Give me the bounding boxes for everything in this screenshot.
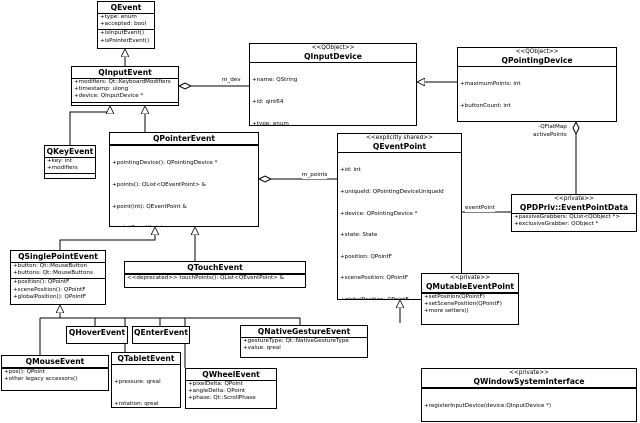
label-m-dev: m_dev [222, 77, 241, 83]
class-name: QWindowSystemInterface [473, 377, 585, 386]
attribute: +name: QString [252, 77, 298, 84]
class-name: QPointerEvent [152, 134, 216, 143]
label-flatmap: -QFlatMap [538, 124, 567, 130]
attribute: +gestureType: Qt::NativeGestureType [243, 338, 349, 344]
class-qsinglepointevent [10, 250, 106, 305]
operation: <<deprecated>> touchPoints(): QList<QEventPoint> & [127, 275, 284, 281]
class-name: QInputDevice [304, 52, 362, 61]
operation: +position(): QPointF [13, 279, 70, 286]
class-qpointerevent [109, 132, 259, 227]
class-stereotype: <<QObject>> [515, 49, 559, 55]
attribute: +position: QPointF [340, 253, 393, 260]
class-qtouchevent [124, 261, 306, 288]
class-qhoverevent [66, 326, 128, 344]
attribute: +pixelDelta: QPoint [188, 381, 243, 387]
class-qtabletevent [111, 352, 181, 408]
class-name: QMouseEvent [25, 357, 85, 366]
attribute: +buttons: Qt::MouseButtons [13, 270, 93, 277]
class-stereotype: <<explicitly shared>> [366, 135, 433, 141]
operation: +scenePosition(): QPointF [13, 286, 86, 293]
operation: +setPosition(QPointF) [424, 294, 485, 300]
attribute: +device: QInputDevice * [74, 93, 144, 100]
operation: +setScenePosition(QPointF) [424, 301, 502, 308]
attribute: +passiveGrabbers: QList<QObject *> [514, 214, 621, 220]
class-name: QEnterEvent [134, 328, 188, 337]
class-name: QEventPoint [372, 142, 427, 151]
inherit-qsinglepointevent-qpointerevent [60, 227, 155, 250]
class-stereotype: <<QObject>> [311, 45, 355, 51]
class-stereotype: <<private>> [509, 370, 549, 376]
attribute: +timestamp: ulong [74, 86, 129, 93]
operation: +more setters() [424, 308, 469, 315]
class-name: QNativeGestureEvent [257, 327, 351, 336]
attribute: +device: QPointingDevice * [340, 210, 418, 217]
class-stereotype: <<private>> [554, 196, 594, 202]
attribute: +modifiers [47, 165, 78, 172]
class-name: QWheelEvent [202, 370, 260, 379]
attribute: +button: Qt::MouseButton [13, 263, 88, 269]
attribute: +type: enum [252, 120, 289, 126]
assoc-m-dev-diamond [179, 83, 191, 89]
class-name: QEvent [110, 3, 142, 12]
operation: +pointingDevice(): QPointingDevice * [112, 160, 218, 167]
class-name: QTouchEvent [187, 263, 243, 272]
class-qinputevent [71, 66, 179, 106]
class-name: QPointingDevice [501, 56, 573, 65]
attribute: +maximumPoints: int [460, 81, 521, 88]
label-active-points: activePoints [533, 132, 567, 138]
class-name: QMutableEventPoint [425, 282, 515, 291]
class-qwheelevent [185, 368, 277, 409]
class-qwindowsysteminterface [421, 368, 637, 422]
operation: +point(int): QEventPoint & [112, 203, 187, 210]
operation: +registerInputDevice(device:QInputDevice *) [424, 403, 552, 410]
class-qinputdevice [249, 43, 417, 126]
class-qmouseevent [1, 355, 109, 391]
operation: +isPointerEvent() [100, 37, 150, 44]
operation: +isInputEvent() [100, 30, 145, 37]
class-name: QKeyEvent [46, 147, 94, 156]
class-name: QSinglePointEvent [18, 252, 98, 261]
class-qpointingdevice [457, 47, 617, 122]
class-qevent [97, 1, 155, 49]
attribute: +angleDelta: QPoint [188, 388, 246, 395]
operation: +pos(): QPoint [4, 369, 45, 375]
operation: +points(): QList<QEventPoint> & [112, 182, 206, 189]
operation: +other legacy accessors() [4, 376, 78, 383]
attribute: +type: enum [100, 14, 137, 20]
attribute: +buttonCount: int [460, 103, 511, 110]
attribute: +id: int [340, 167, 361, 174]
class-qnativegestureevent [240, 325, 368, 358]
attribute: +uniqueId: QPointingDeviceUniqueId [340, 189, 444, 196]
operation: +globalPosition(): QPointF [13, 293, 87, 300]
class-qmutableeventpoint [421, 273, 519, 325]
assoc-m-points-diamond [259, 176, 271, 182]
attribute: +accepted: bool [100, 21, 147, 28]
attribute: +exclusiveGrabber: QObject * [514, 221, 599, 228]
class-name: QHoverEvent [68, 328, 126, 337]
operation [112, 225, 256, 227]
class-qenterevent [132, 326, 190, 344]
class-qpdpriv-eventpointdata [511, 194, 637, 232]
attribute: +state: State [340, 232, 378, 239]
class-name: QInputEvent [98, 68, 152, 77]
attribute: +key: int [47, 158, 73, 164]
attribute: +modifiers: Qt::KeyboardModifiers [74, 79, 171, 85]
class-name: QTabletEvent [117, 354, 175, 363]
class-qkeyevent [44, 145, 96, 179]
attribute: +value: qreal [243, 345, 281, 352]
label-event-point: eventPoint [465, 205, 495, 211]
attribute: +scenePosition: QPointF [340, 275, 409, 282]
inherit-qkeyevent-qinputevent [70, 106, 110, 145]
attribute: +id: qint64 [252, 99, 284, 106]
class-name: QPDPriv::EventPointData [519, 203, 629, 212]
assoc-active-points-diamond [573, 122, 579, 134]
attribute: +pressure: qreal [114, 379, 161, 386]
class-stereotype: <<private>> [450, 275, 490, 281]
label-m-points: m_points [302, 172, 328, 178]
attribute: +rotation: qreal [114, 401, 159, 408]
attribute: +phase: Qt::ScrollPhase [188, 395, 256, 402]
